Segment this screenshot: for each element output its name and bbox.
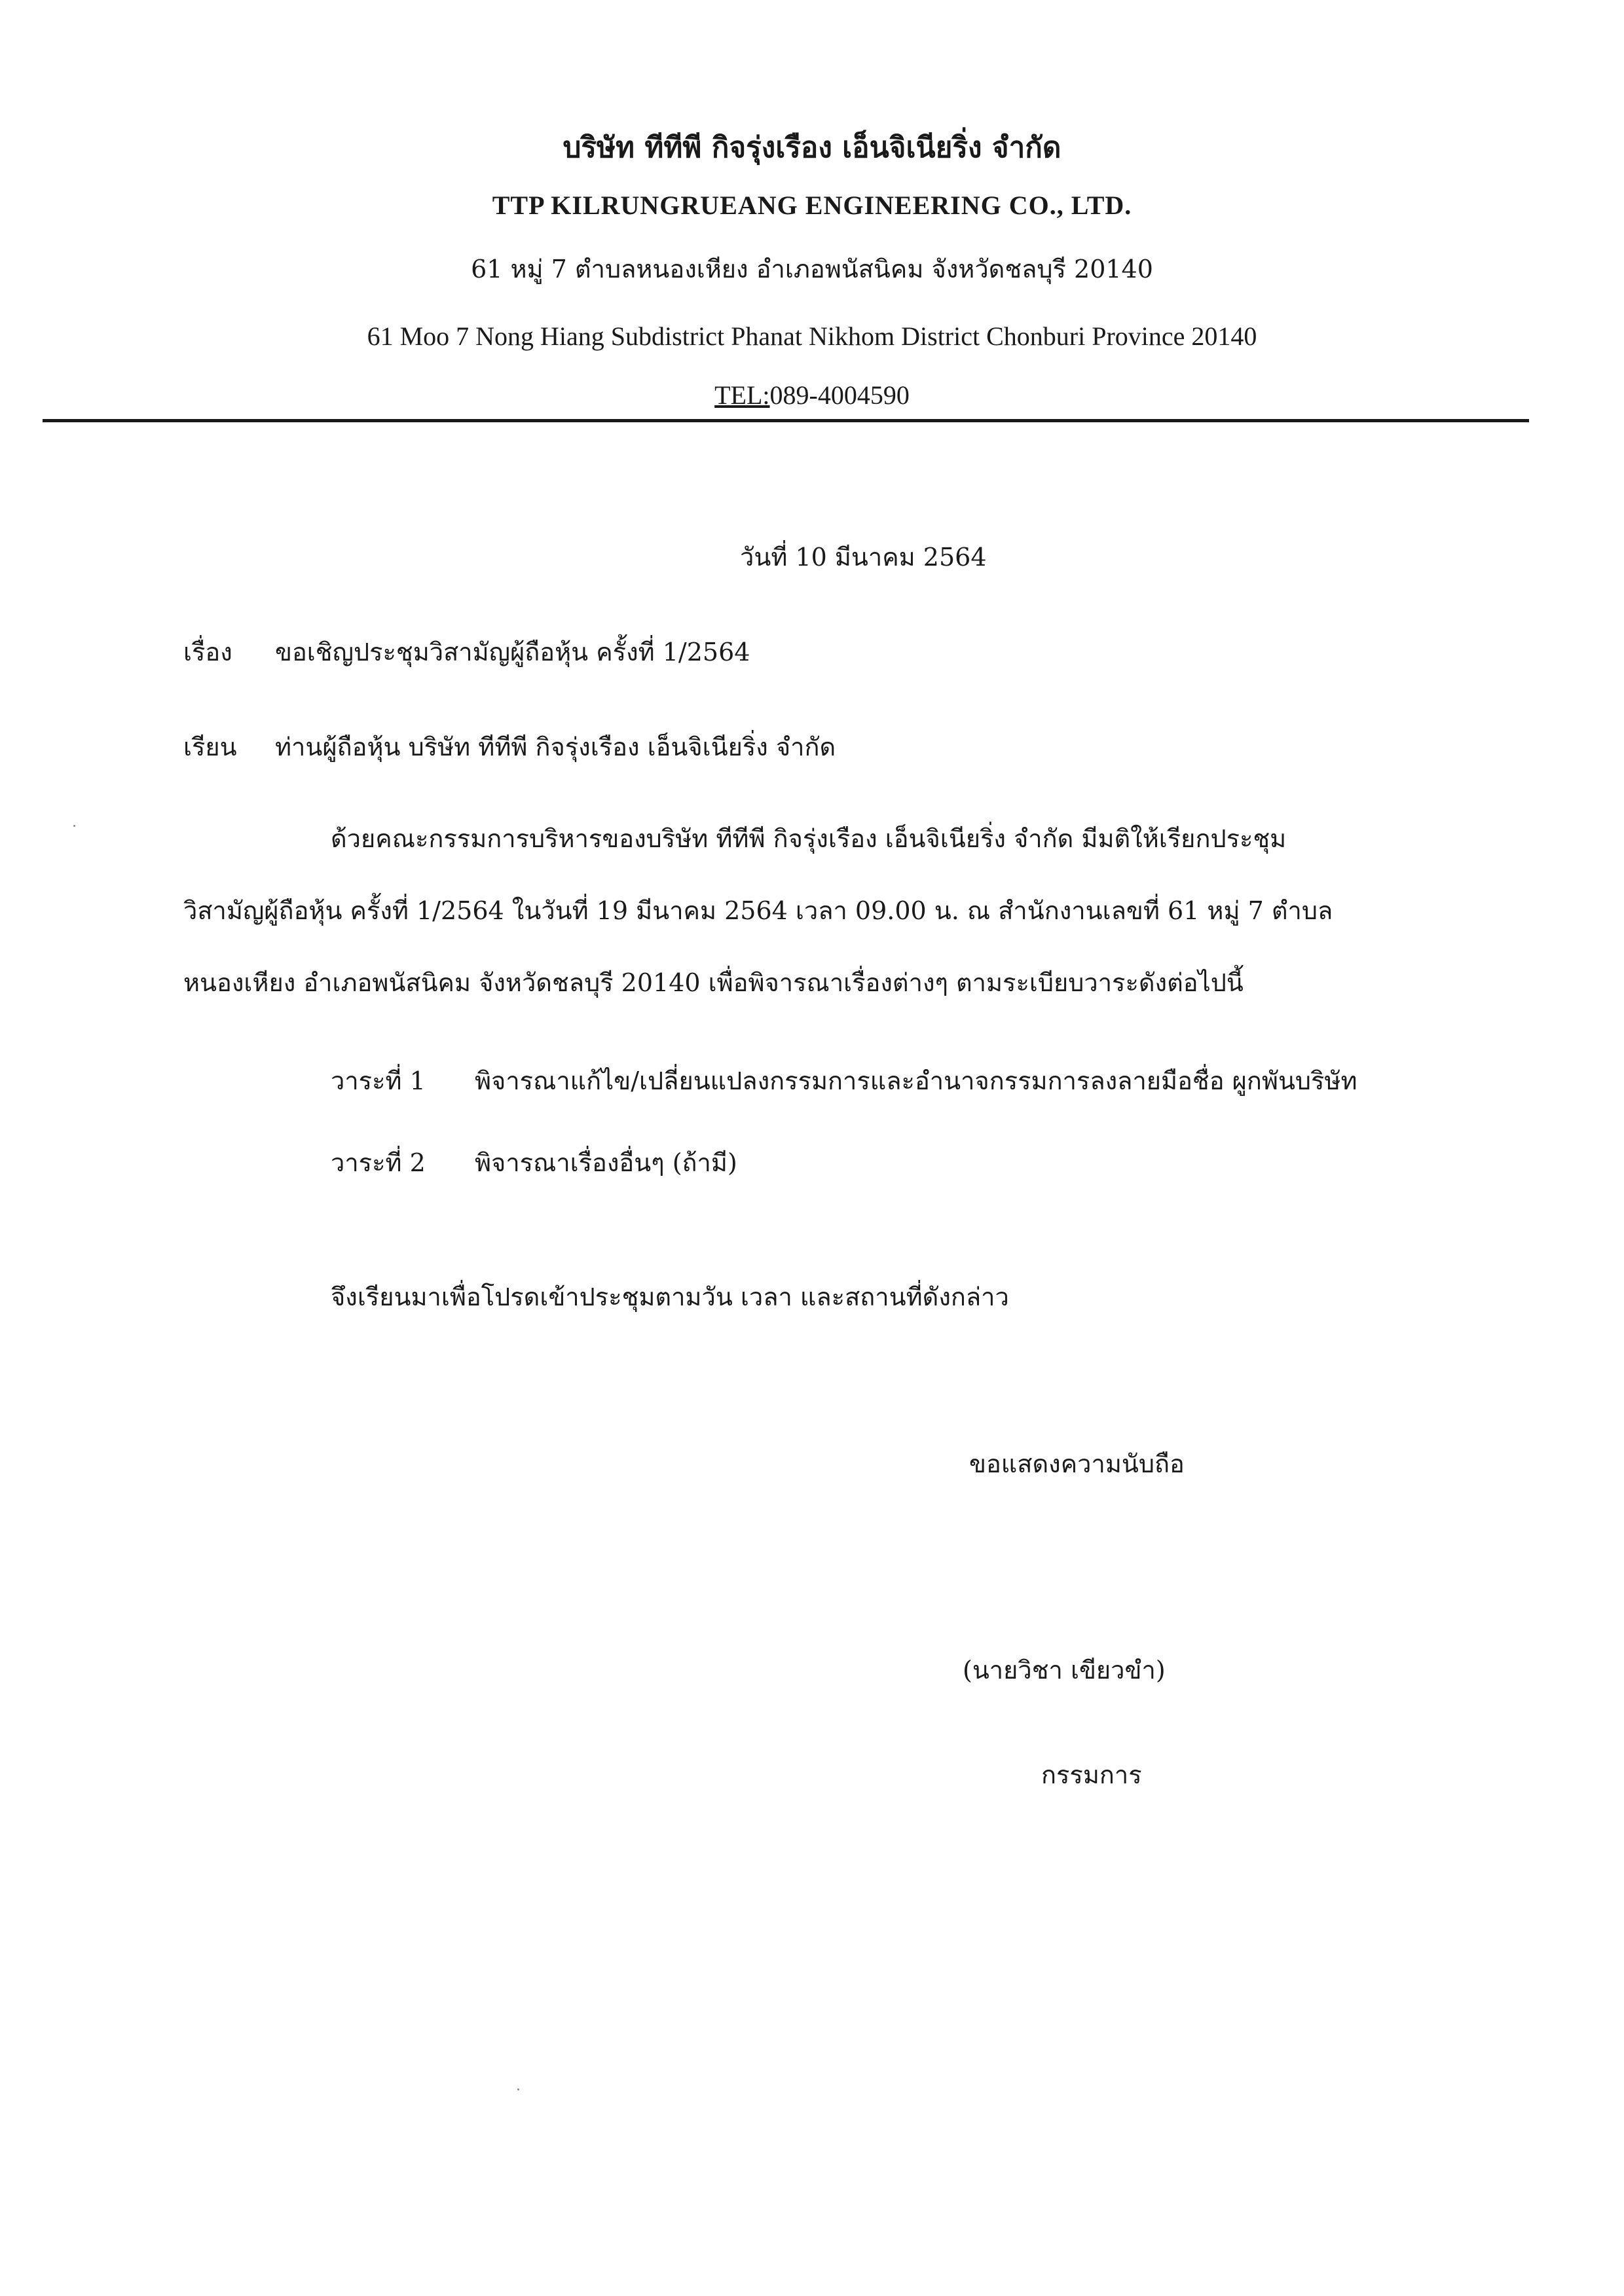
signer-title: กรรมการ <box>1041 1760 1142 1789</box>
agenda-item-2-text: พิจารณาเรื่องอื่นๆ (ถ้ามี) <box>475 1148 737 1177</box>
subject-label: เรื่อง <box>183 638 232 666</box>
scan-speck <box>517 2088 519 2090</box>
company-name-thai: บริษัท ทีทีพี กิจรุ่งเรือง เอ็นจิเนียริ่ง จำกัด <box>563 131 1061 164</box>
company-address-thai: 61 หมู่ 7 ตำบลหนองเหียง อำเภอพนัสนิคม จังหวัดชลบุรี 20140 <box>471 255 1153 283</box>
body-paragraph-line: วิสามัญผู้ถือหุ้น ครั้งที่ 1/2564 ในวันที่ 19 มีนาคม 2564 เวลา 09.00 น. ณ สำนักงานเลขที่ 61 หมู่ 7 ตำบล <box>183 896 1333 925</box>
agenda-item-2-label: วาระที่ 2 <box>331 1148 426 1177</box>
telephone-label: TEL: <box>714 380 770 410</box>
scan-speck <box>73 825 75 827</box>
subject-text: ขอเชิญประชุมวิสามัญผู้ถือหุ้น ครั้งที่ 1/2564 <box>275 638 750 666</box>
company-name-english: TTP KILRUNGRUEANG ENGINEERING CO., LTD. <box>492 191 1132 220</box>
signer-name: (นายวิชา เขียวขำ) <box>963 1656 1166 1685</box>
letterhead-divider <box>43 419 1529 422</box>
closing-sentence: จึงเรียนมาเพื่อโปรดเข้าประชุมตามวัน เวลา และสถานที่ดังกล่าว <box>331 1283 1009 1311</box>
company-address-english: 61 Moo 7 Nong Hiang Subdistrict Phanat Nikhom District Chonburi Province 20140 <box>367 321 1257 351</box>
body-paragraph-line: ด้วยคณะกรรมการบริหารของบริษัท ทีทีพี กิจรุ่งเรือง เอ็นจิเนียริ่ง จำกัด มีมติให้เรียกประชุม <box>331 824 1287 853</box>
agenda-item-1-text: พิจารณาแก้ไข/เปลี่ยนแปลงกรรมการและอำนาจกรรมการลงลายมือชื่อ ผูกพันบริษัท <box>475 1066 1357 1095</box>
letter-date: วันที่ 10 มีนาคม 2564 <box>740 543 987 572</box>
body-paragraph-line: หนองเหียง อำเภอพนัสนิคม จังหวัดชลบุรี 20140 เพื่อพิจารณาเรื่องต่างๆ ตามระเบียบวาระดังต่อไปนี้ <box>183 968 1244 997</box>
recipient-label: เรียน <box>183 733 237 761</box>
company-telephone <box>0 380 1624 410</box>
complimentary-close: ขอแสดงความนับถือ <box>969 1449 1185 1478</box>
recipient-text: ท่านผู้ถือหุ้น บริษัท ทีทีพี กิจรุ่งเรือง เอ็นจิเนียริ่ง จำกัด <box>275 733 836 761</box>
agenda-item-1-label: วาระที่ 1 <box>331 1066 426 1095</box>
telephone-number: 089-4004590 <box>769 380 910 410</box>
